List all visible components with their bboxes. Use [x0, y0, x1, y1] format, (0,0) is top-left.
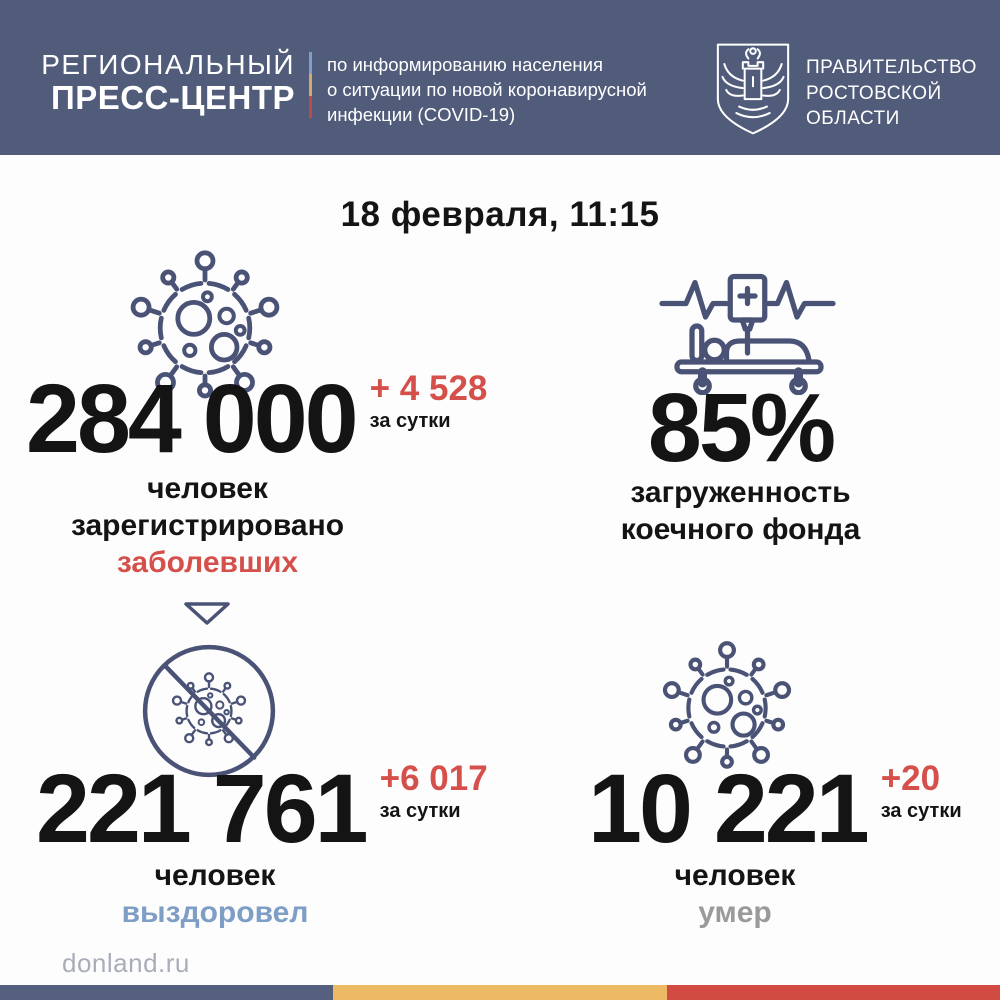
- rostov-coat-of-arms-icon: [711, 40, 795, 138]
- recovered-label-line2: выздоровел: [121, 896, 309, 929]
- infected-delta-period: за сутки: [369, 410, 451, 432]
- beds-percentage: 85%: [647, 373, 834, 482]
- infected-label-line2: зарегистрировано: [70, 509, 345, 542]
- deaths-delta-period: за сутки: [880, 800, 962, 822]
- infected-delta-block: [370, 370, 488, 434]
- subtitle-line1: по информированию населения: [327, 54, 603, 75]
- recovered-delta-period: за сутки: [379, 800, 461, 822]
- infected-count: 284 000: [26, 364, 356, 473]
- beds-labels: [528, 474, 953, 548]
- deaths-label-line1: человек: [674, 859, 796, 892]
- report-datetime: 18 февраля, 11:15: [340, 195, 660, 234]
- infected-delta: + 4 528: [369, 369, 488, 408]
- brand-line1: РЕГИОНАЛЬНЫЙ: [41, 49, 295, 80]
- header-banner: [0, 0, 1000, 155]
- infected-labels: [0, 470, 415, 581]
- beds-label-line1: загруженность: [630, 476, 851, 509]
- deaths-stat: [588, 754, 962, 863]
- website-url: donland.ru: [62, 948, 190, 978]
- subtitle-line2: о ситуации по новой коронавирусной: [327, 79, 647, 100]
- recovered-labels: [0, 857, 430, 931]
- flag-stripe: [0, 985, 1000, 1000]
- recovered-delta-block: [380, 760, 488, 824]
- subtitle-line3: инфекции (COVID-19): [327, 104, 516, 125]
- government-title: [806, 55, 977, 132]
- gov-line2: РОСТОВСКОЙ: [806, 82, 942, 104]
- recovered-stat: [36, 754, 488, 863]
- deaths-label-line2: умер: [698, 896, 772, 929]
- gov-line1: ПРАВИТЕЛЬСТВО: [806, 57, 977, 78]
- press-center-brand: [20, 50, 295, 115]
- recovered-count: 221 761: [36, 754, 366, 863]
- deaths-delta: +20: [880, 759, 941, 798]
- recovered-delta: +6 017: [379, 759, 488, 798]
- infected-label-line1: человек: [147, 472, 268, 505]
- recovered-label-line1: человек: [154, 859, 276, 892]
- infected-stat: [26, 364, 488, 473]
- header-subtitle: [327, 52, 647, 127]
- gov-line3: ОБЛАСТИ: [806, 108, 900, 129]
- brand-line2: ПРЕСС-ЦЕНТР: [50, 79, 295, 116]
- deaths-count: 10 221: [588, 754, 867, 863]
- flag-divider: [309, 52, 312, 118]
- deaths-labels: [525, 857, 945, 931]
- infected-label-line3: заболевших: [116, 546, 299, 579]
- triangle-down-icon: [182, 600, 232, 627]
- beds-label-line2: коечного фонда: [620, 513, 861, 546]
- deaths-delta-block: [881, 760, 962, 824]
